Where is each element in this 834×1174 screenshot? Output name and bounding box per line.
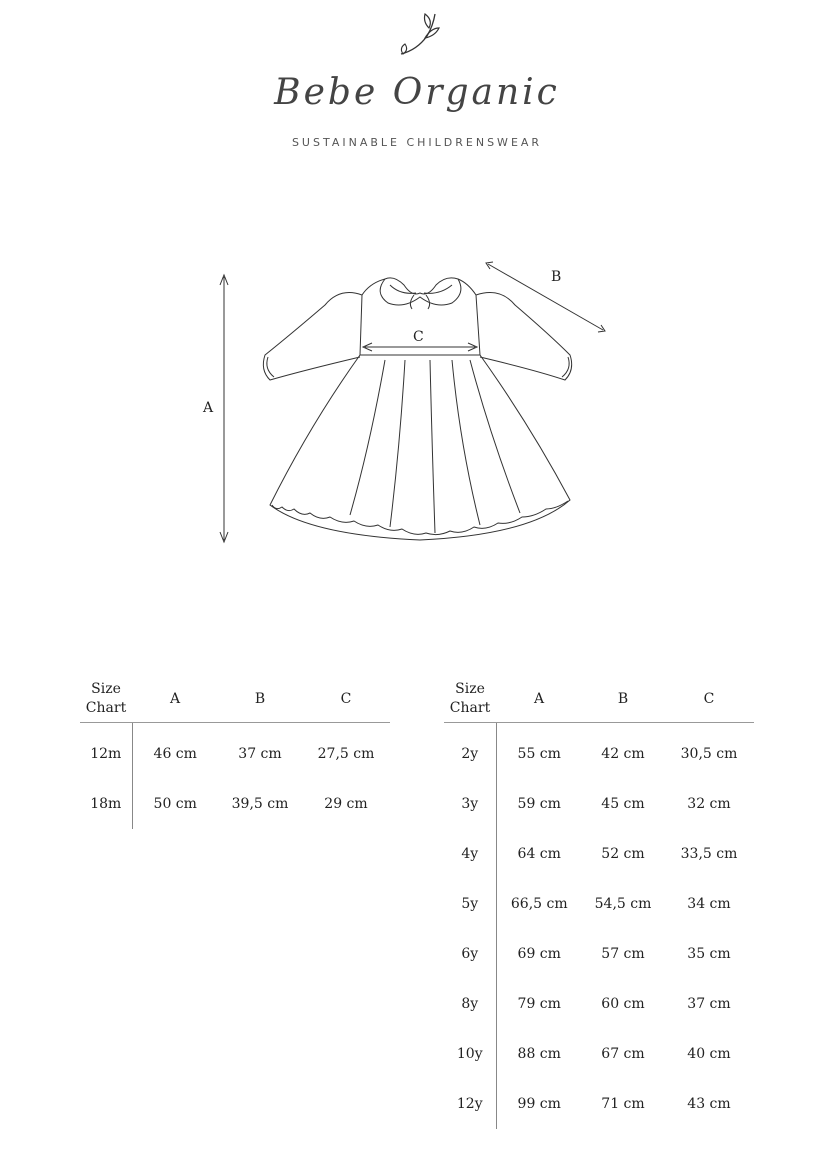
leaf-sprig-icon	[395, 10, 443, 62]
header-size-chart: Size Chart	[80, 676, 132, 723]
cell-a: 88 cm	[517, 1046, 561, 1062]
table-row	[80, 723, 390, 780]
cell-c: 33,5 cm	[680, 846, 738, 862]
cell-b: 67 cm	[601, 1046, 645, 1062]
cell-size: 18m	[80, 779, 132, 829]
cell-c: 35 cm	[687, 946, 731, 962]
header-b: B	[582, 676, 664, 723]
brand-tagline: SUSTAINABLE CHILDRENSWEAR	[291, 136, 543, 149]
cell-b: 42 cm	[601, 746, 645, 762]
cell-c: 27,5 cm	[317, 746, 375, 762]
table-row	[444, 829, 754, 879]
size-chart-table-baby	[80, 676, 390, 829]
cell-b: 54,5 cm	[594, 896, 652, 912]
cell-size: 4y	[444, 829, 496, 879]
cell-a: 99 cm	[517, 1096, 561, 1112]
cell-b: 45 cm	[601, 796, 645, 812]
cell-size: 3y	[444, 779, 496, 829]
dimension-b-arrow	[486, 262, 605, 332]
cell-c: 29 cm	[324, 796, 368, 812]
dress-illustration	[190, 245, 630, 555]
header-a: A	[132, 676, 218, 723]
cell-a: 59 cm	[517, 796, 561, 812]
table-row	[444, 723, 754, 780]
cell-a: 69 cm	[517, 946, 561, 962]
table-row	[444, 979, 754, 1029]
cell-size: 8y	[444, 979, 496, 1029]
cell-size: 12y	[444, 1079, 496, 1129]
cell-c: 43 cm	[687, 1096, 731, 1112]
cell-b: 60 cm	[601, 996, 645, 1012]
cell-a: 46 cm	[153, 746, 197, 762]
cell-b: 39,5 cm	[231, 796, 289, 812]
cell-b: 71 cm	[601, 1096, 645, 1112]
cell-a: 64 cm	[517, 846, 561, 862]
brand-header	[0, 0, 834, 160]
cell-size: 5y	[444, 879, 496, 929]
cell-c: 34 cm	[687, 896, 731, 912]
cell-c: 37 cm	[687, 996, 731, 1012]
table-row	[80, 779, 390, 829]
cell-b: 57 cm	[601, 946, 645, 962]
dimension-a-label: A	[203, 400, 214, 416]
header-a: A	[496, 676, 582, 723]
cell-b: 37 cm	[238, 746, 282, 762]
cell-a: 66,5 cm	[510, 896, 568, 912]
table-header-row	[444, 676, 754, 723]
table-row	[444, 929, 754, 979]
cell-size: 6y	[444, 929, 496, 979]
cell-a: 55 cm	[517, 746, 561, 762]
header-size-chart: Size Chart	[444, 676, 496, 723]
cell-a: 50 cm	[153, 796, 197, 812]
cell-size: 10y	[444, 1029, 496, 1079]
header-c: C	[664, 676, 754, 723]
cell-size: 2y	[444, 723, 496, 780]
dimension-a-arrow	[220, 275, 228, 542]
table-row	[444, 779, 754, 829]
cell-a: 79 cm	[517, 996, 561, 1012]
size-chart-table-kids	[444, 676, 754, 1129]
dimension-b-label: B	[551, 269, 562, 285]
cell-c: 40 cm	[687, 1046, 731, 1062]
table-header-row	[80, 676, 390, 723]
table-row	[444, 1079, 754, 1129]
cell-b: 52 cm	[601, 846, 645, 862]
cell-c: 30,5 cm	[680, 746, 738, 762]
table-row	[444, 1029, 754, 1079]
header-c: C	[302, 676, 390, 723]
brand-name: Bebe Organic	[274, 72, 560, 113]
dimension-c-label: C	[413, 329, 424, 345]
header-b: B	[218, 676, 302, 723]
cell-c: 32 cm	[687, 796, 731, 812]
table-row	[444, 879, 754, 929]
cell-size: 12m	[80, 723, 132, 780]
